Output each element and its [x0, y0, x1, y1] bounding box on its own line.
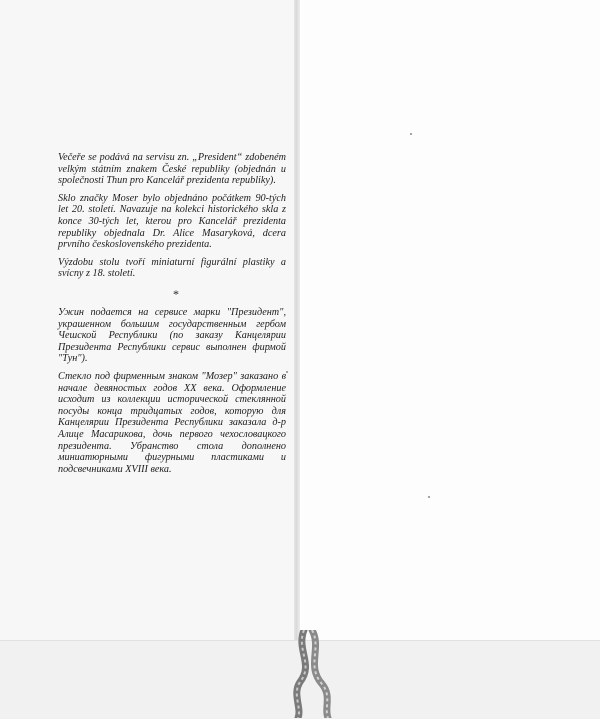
- czech-paragraph-1: Večeře se podává na servisu zn. „President“ zdobeném velkým státním znakem České republiky (objednán u společnosti Thun pro Kancelář prezidenta republiky).: [58, 152, 286, 187]
- russian-paragraph-1: Ужин подается на сервисе марки "Президент", украшенном большим государственным гербом Чешской Республики (по заказу Канцелярии Президента Республики сервис выполнен фирмой "Тун").: [58, 307, 286, 365]
- czech-text: [58, 152, 286, 286]
- czech-paragraph-3: Výzdobu stolu tvoří miniaturní figurální plastiky a svícny z 18. století.: [58, 256, 286, 280]
- right-page: [297, 0, 600, 640]
- separator-star: *: [173, 287, 179, 301]
- page-fold: [294, 0, 300, 640]
- scan-speck: [286, 371, 288, 373]
- bookmark-cord-icon: [288, 630, 348, 718]
- czech-paragraph-2: Sklo značky Moser bylo objednáno počátkem 90-tých let 20. století. Navazuje na kolekci historického skla z konce 30-tých let, kterou pro Kancelář prezidenta republiky objednala Dr. Alice Masaryková, dcera prvního československého prezidenta.: [58, 192, 286, 251]
- russian-paragraph-2: Стекло под фирменным знаком "Мозер" заказано в начале девяностых годов XX века. Оформление исходит из коллекции исторической стеклянной посуды конца тридцатых годов, которую для Канцелярии Президента Республики заказала д-р Алице Масарикова, дочь первого чехословацкого президента. Убранство стола дополнено миниатюрными фигурными пластиками и подсвечниками XVIII века.: [58, 370, 286, 475]
- scan-speck: [410, 133, 412, 135]
- scan-speck: [428, 496, 430, 498]
- russian-text: [58, 307, 286, 481]
